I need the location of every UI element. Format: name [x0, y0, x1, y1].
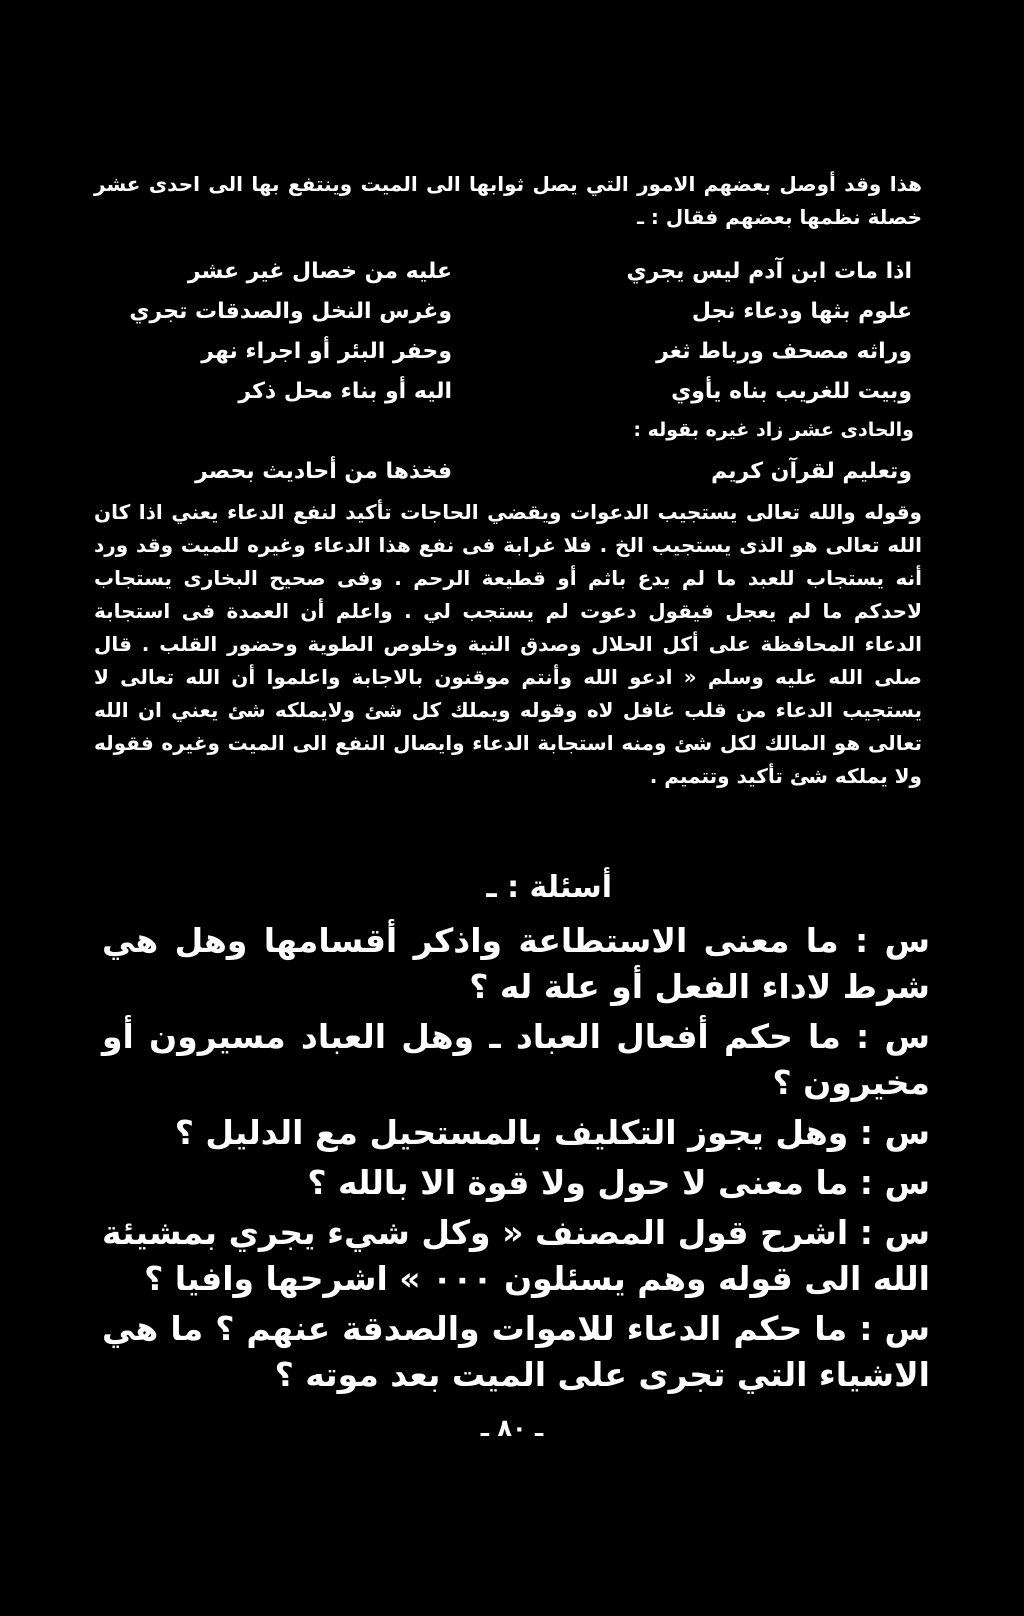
verse-second-hemistich: فخذها من أحاديث بحصر [195, 459, 452, 484]
verse-second-hemistich: اليه أو بناء محل ذكر [238, 379, 452, 404]
verse-first-hemistich: وتعليم لقرآن كريم [711, 459, 912, 484]
page-number: ـ ٨٠ ـ [480, 1414, 544, 1442]
intro-paragraph: هذا وقد أوصل بعضهم الامور التي يصل ثوابها الى الميت وينتفع بها الى احدى عشر خصلة نظمها بعضهم فقال : ـ [94, 172, 922, 229]
question-item: س : ما معنى الاستطاعة واذكر أقسامها وهل هي شرط لاداء الفعل أو علة له ؟ [102, 921, 930, 1006]
verse-second-hemistich: عليه من خصال غير عشر [187, 259, 452, 284]
verse-first-hemistich: علوم بثها ودعاء نجل [691, 299, 912, 324]
question-item: س : ما معنى لا حول ولا قوة الا بالله ؟ [307, 1163, 930, 1202]
question-item: س : اشرح قول المصنف « وكل شيء يجري بمشيئة الله الى قوله وهم يسئلون ٠٠٠ » اشرحها وافيا ؟ [102, 1213, 930, 1298]
questions-heading: أسئلة : ـ [486, 870, 612, 905]
verse-line [94, 292, 922, 332]
verse-line [94, 332, 922, 372]
verse-second-hemistich: وحفر البئر أو اجراء نهر [201, 339, 452, 364]
commentary-paragraph: وقوله والله تعالى يستجيب الدعوات ويقضي الحاجات تأكيد لنفع الدعاء يعني اذا كان الله تعالى هو الذى يستجيب الخ . فلا غرابة فى نفع هذا الدعاء وغيره للميت وقد ورد أنه يستجاب للعبد ما لم يدع باثم أو قطيعة الرحم . وفى صحيح البخارى يستجاب لاحدكم ما لم يعجل فيقول دعوت لم يستجب لي . واعلم أن العمدة فى استجابة الدعاء المحافظة على أكل الحلال وصدق النية وخلوص الطوية وحضور القلب . قال صلى الله عليه وسلم « ادعو الله وأنتم موقنون بالاجابة واعلموا أن الله تعالى لا يستجيب الدعاء من قلب غافل لاه وقوله ويملك كل شئ ولايملكه شئ يعني ان الله تعالى هو المالك لكل شئ ومنه استجابة الدعاء وايصال النفع الى الميت وغيره فقوله ولا يملكه شئ تأكيد وتتميم . [94, 500, 922, 788]
verse-line [94, 252, 922, 292]
verse-second-hemistich: وغرس النخل والصدقات تجري [129, 299, 452, 324]
verse-first-hemistich: وبيت للغريب بناه يأوي [671, 379, 912, 404]
verse-first-hemistich: وراثه مصحف ورباط ثغر [656, 339, 912, 364]
verse-line [94, 452, 922, 492]
question-item: س : ما حكم الدعاء للاموات والصدقة عنهم ؟ ما هي الاشياء التي تجرى على الميت بعد موته ؟ [102, 1309, 930, 1394]
question-item: س : ما حكم أفعال العباد ـ وهل العباد مسيرون أو مخيرون ؟ [102, 1017, 930, 1102]
verse-first-hemistich: اذا مات ابن آدم ليس يجري [626, 259, 912, 284]
questions-list [102, 918, 930, 1402]
question-item: س : وهل يجوز التكليف بالمستحيل مع الدليل ؟ [174, 1113, 930, 1152]
verse-line [94, 372, 922, 412]
verse-note: والحادى عشر زاد غيره بقوله : [633, 419, 914, 441]
